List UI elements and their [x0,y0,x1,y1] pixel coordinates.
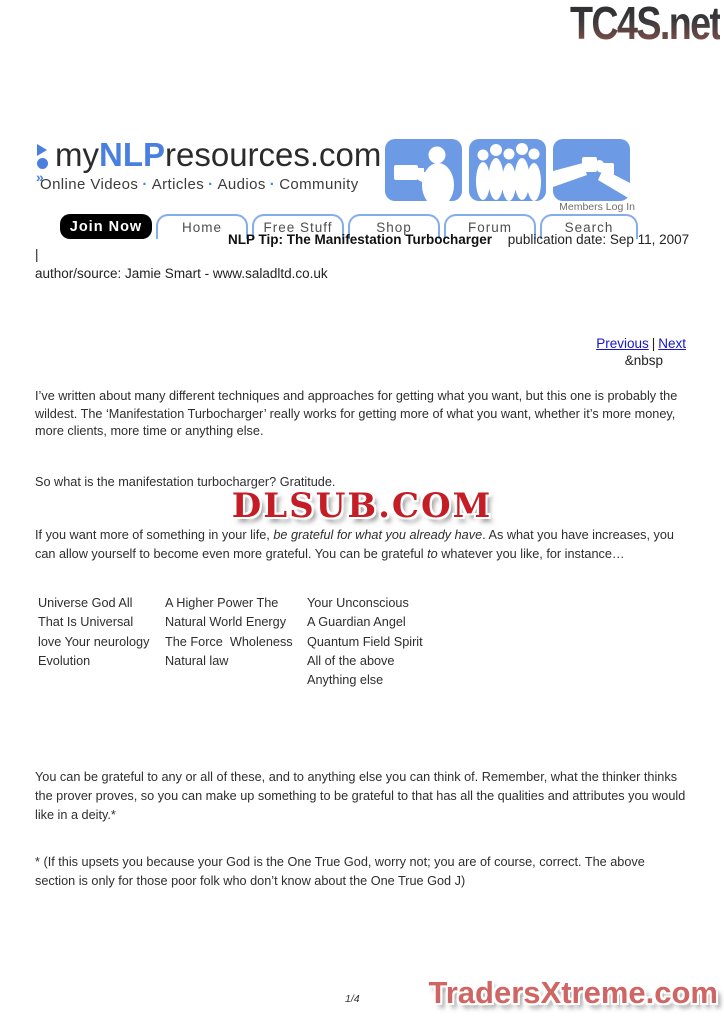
pipe-character: | [35,247,39,262]
list-item: Quantum Field Spirit [307,634,423,649]
logo-media-icons [35,144,51,186]
video-camera-person-image [385,139,462,201]
p3-italic-segment: be grateful for what you already have [273,528,483,542]
paragraph-intro: I’ve written about many different techniques and approaches for getting what you want, but this one is probably the wildest. The ‘Manifestation Turbocharger’ really works for getting more of what you want, whether it’s more money, more clients, more time or anything else. [35,389,678,438]
paragraph-be-grateful [35,526,687,564]
logo-tagline [40,176,381,193]
tagline-community: Community [279,176,359,193]
article-pagination [596,336,686,351]
play-icon [37,144,47,156]
site-logo[interactable] [35,138,381,193]
dot-icon [37,158,48,169]
p3-segment: . As what you have increases, you can allow yourself to become even more grateful. You can be grateful [35,528,674,561]
tab-forum[interactable]: Forum [444,214,536,239]
dot-separator-icon: · [142,176,148,193]
author-source-line: author/source: Jamie Smart - www.saladltd.co.uk [35,266,328,281]
dot-separator-icon: · [208,176,214,193]
tab-home[interactable]: Home [156,214,248,239]
next-link[interactable]: Next [658,336,686,351]
tagline-videos: Online Videos [40,176,139,193]
tc4s-watermark: TC4S.net [569,0,720,49]
list-item: Your Unconscious [307,596,409,610]
pagination-separator: | [651,336,656,351]
list-item: Natural law [165,653,229,668]
p3-italic-segment: to [427,547,438,561]
tagline-audios: Audios [217,176,266,193]
logo-part-nlp: NLP [99,136,165,173]
members-login-link[interactable]: Members Log In [559,201,635,213]
page-number: 1/4 [345,993,360,1005]
list-item: That Is Universal [38,615,134,630]
list-item: Anything else [307,673,384,688]
p3-segment: If you want more of something in your life, [35,528,274,542]
list-item: Natural World Energy [165,615,287,630]
previous-link[interactable]: Previous [596,336,649,351]
header-image-tiles [385,139,630,201]
join-now-button[interactable]: Join Now [60,214,152,239]
publication-date: publication date: Sep 11, 2007 [507,232,690,247]
tradersxtreme-watermark: TradersXtreme.com [428,975,718,1010]
list-item: A Higher Power The [165,596,279,610]
gratitude-column-1 [38,594,165,690]
paragraph-any-or-all: You can be grateful to any or all of these, and to anything else you can think of. Remember, what the thinker thinks the prover proves, so you can make up something to be grateful to that has all the qualities and attributes you would like in a deity.* [35,770,686,822]
paragraph-footnote: * (If this upsets you because your God is the One True God, worry not; you are of course, correct. The above section is only for those poor folk who don’t know about the One True God J) [35,855,645,888]
list-item: The Force Wholeness [165,634,293,649]
tab-search[interactable]: Search [540,214,638,239]
article-title-row [228,232,689,247]
tagline-articles: Articles [151,176,205,193]
article-title: NLP Tip: The Manifestation Turbocharger [228,232,493,247]
list-item: Universe God All [38,596,133,610]
tab-shop[interactable]: Shop [348,214,440,239]
gratitude-column-2 [165,594,307,690]
dlsub-watermark: DLSUB.COM [231,486,493,526]
dot-separator-icon: · [269,176,276,193]
logo-part-my: my [55,136,99,173]
list-item: love Your neurology [38,634,150,649]
puzzle-hands-image [553,139,630,201]
paragraph-gratitude: So what is the manifestation turbocharger? Gratitude. [35,475,336,489]
logo-part-resources: resources.com [165,136,382,173]
community-group-image [469,139,546,201]
p3-segment: whatever you like, for instance… [437,547,625,561]
gratitude-list [38,594,457,690]
gratitude-column-3 [307,594,457,690]
logo-text [55,138,381,172]
list-item: A Guardian Angel [307,615,406,630]
nbsp-literal-text: &nbsp [624,353,663,368]
list-item: Evolution [38,653,91,668]
tab-free-stuff[interactable]: Free Stuff [252,214,344,239]
list-item: All of the above [307,653,395,668]
fast-forward-icon: » [36,169,44,185]
